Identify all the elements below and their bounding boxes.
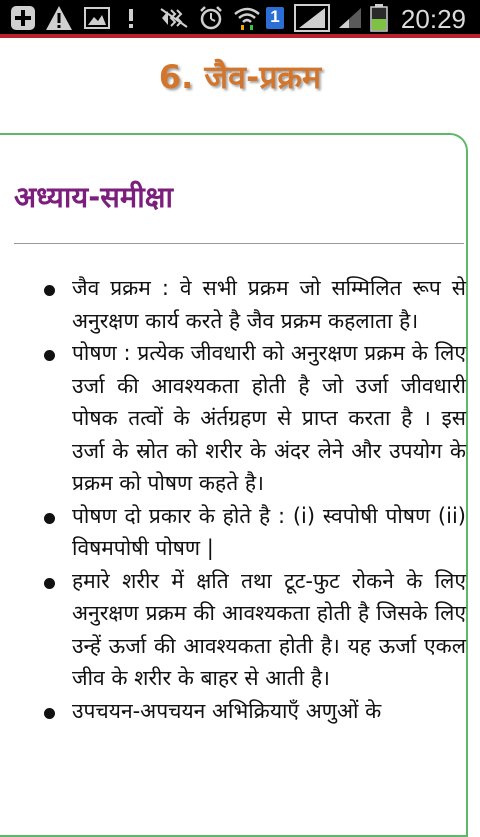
status-bar-accent-line	[0, 34, 480, 38]
list-item	[0, 337, 466, 500]
add-icon	[8, 6, 38, 30]
exclamation-icon	[124, 6, 138, 30]
mute-icon	[158, 6, 190, 30]
sim-badge-label: 1	[270, 7, 280, 26]
list-item-text: पोषण दो प्रकार के होते है : (i) स्वपोषी पोषण (ii) विषमपोषी पोषण |	[72, 503, 466, 560]
list-item-text: हमारे शरीर में क्षति तथा टूट-फुट रोकने के लिए अनुरक्षण प्रक्रम की आवश्यकता होती है जिसके लिए उन्हें ऊर्जा की आवश्यकता होती है। यह ऊर्जा एकल जीव के शरीर के बाहर से आती है।	[72, 568, 466, 690]
status-bar	[0, 0, 480, 38]
bullet-icon	[44, 708, 55, 719]
summary-card	[0, 133, 468, 837]
signal-icon	[292, 6, 332, 30]
list-item	[0, 565, 466, 695]
list-item-text: उपचयन-अपचयन अभिक्रियाएँ अणुओं के	[72, 698, 382, 723]
list-item-text: पोषण : प्रत्येक जीवधारी को अनुरक्षण प्रक्रम के लिए उर्जा की आवश्यकता होती है जो उर्जा जीवधारी पोषक तत्वों के अंर्तग्रहण से प्राप्त करता है । इस उर्जा के स्रोत को शरीर के अंदर लेने और उपयोग के प्रक्रम को पोषण कहते है।	[72, 341, 466, 495]
list-item-text: जैव प्रक्रम : वे सभी प्रक्रम जो सम्मिलित रूप से अनुरक्षण कार्य करते है जैव प्रक्रम कहलाता है।	[72, 276, 466, 333]
divider	[14, 243, 464, 244]
battery-icon	[368, 6, 390, 30]
list-item	[0, 695, 466, 728]
warning-icon	[44, 6, 74, 30]
bullet-icon	[44, 578, 55, 589]
wifi-icon	[232, 6, 262, 30]
summary-list	[0, 272, 466, 727]
sim-badge-icon	[264, 6, 286, 30]
clock: 20:29	[400, 4, 466, 34]
page-title: 6. जैव-प्रक्रम	[158, 58, 322, 96]
bullet-icon	[44, 513, 55, 524]
bullet-icon	[44, 350, 55, 361]
bullet-icon	[44, 285, 55, 296]
list-item	[0, 500, 466, 565]
list-item	[0, 272, 466, 337]
signal-weak-icon	[336, 6, 364, 30]
alarm-icon	[196, 6, 226, 30]
card-heading: अध्याय-समीक्षा	[14, 180, 174, 214]
image-icon	[82, 6, 112, 30]
